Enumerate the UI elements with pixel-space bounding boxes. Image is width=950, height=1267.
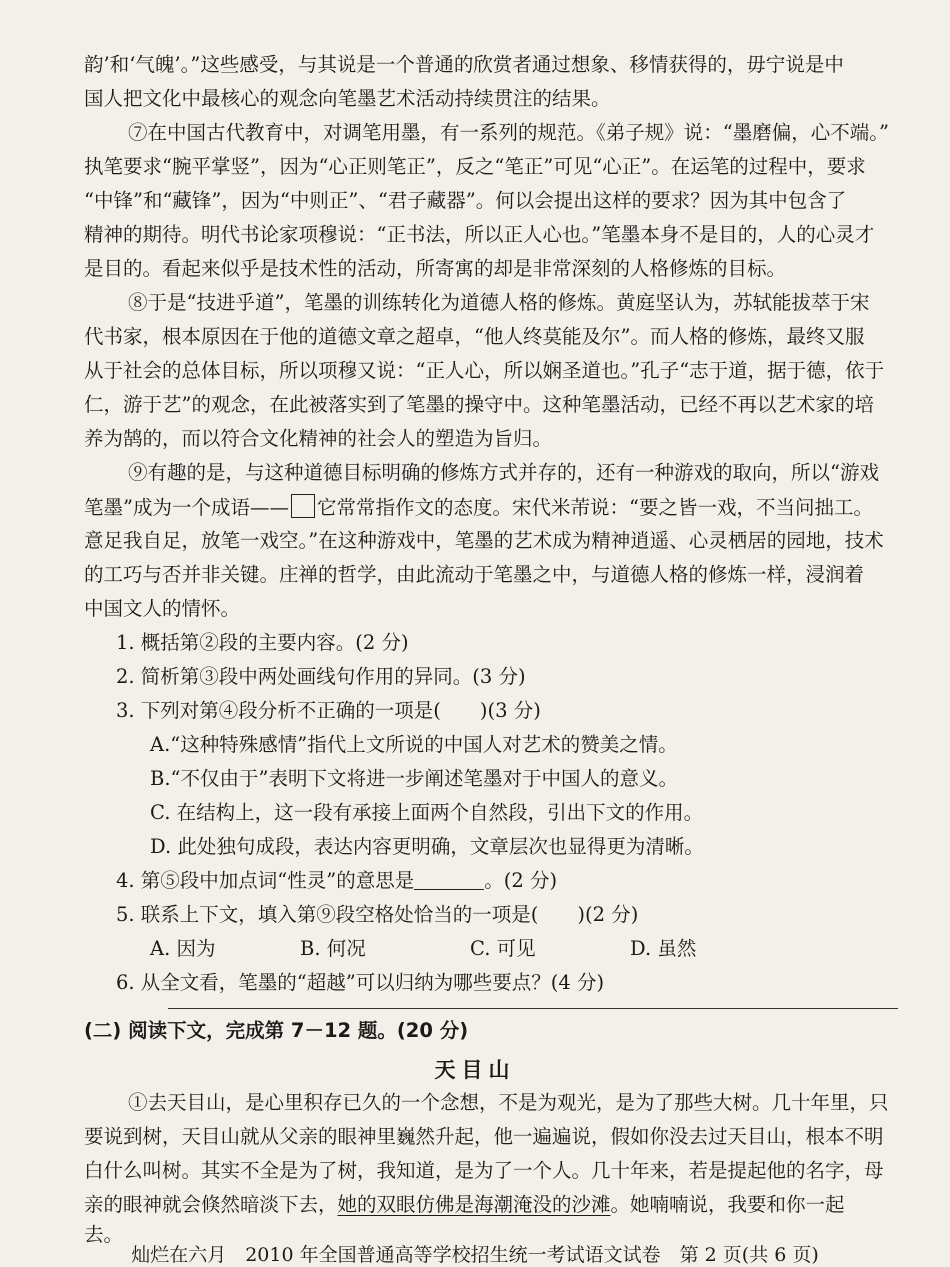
passage-line: ⑦在中国古代教育中，对调笔用墨，有一系列的规范。《弟子规》说：“墨磨偏，心不端。”	[128, 121, 889, 144]
passage-line: 执笔要求“腕平掌竖”，因为“心正则笔正”，反之“笔正”可见“心正”。在运笔的过程中，要求	[84, 155, 866, 178]
passage-line: 仁，游于艺”的观念，在此被落实到了笔墨的操守中。这种笔墨活动，已经不再以艺术家的培	[84, 393, 874, 416]
article-line: 要说到树，天目山就从父亲的眼神里巍然升起，他一遍遍说，假如你没去过天目山，根本不明	[84, 1125, 884, 1148]
passage-line: 韵’和‘气魄’。”这些感受，与其说是一个普通的欣赏者通过想象、移情获得的，毋宁说是中	[84, 53, 844, 76]
section-heading: (二) 阅读下文，完成第 7－12 题。(20 分)	[84, 1019, 469, 1042]
passage-line-part: 笔墨”成为一个成语——	[84, 496, 289, 519]
question-2: 2. 简析第③段中两处画线句作用的异同。(3 分)	[116, 665, 526, 688]
passage-line: 国人把文化中最核心的观念向笔墨艺术活动持续贯注的结果。	[84, 87, 611, 110]
passage-line: 中国文人的情怀。	[84, 597, 241, 620]
passage-line: 意足我自足，放笔一戏空。”在这种游戏中，笔墨的艺术成为精神逍遥、心灵栖居的园地，技术	[84, 529, 884, 552]
passage-line: 是目的。看起来似乎是技术性的活动，所寄寓的却是非常深刻的人格修炼的目标。	[84, 257, 787, 280]
passage-line-with-blank	[84, 494, 873, 521]
question-5: 5. 联系上下文，填入第⑨段空格处恰当的一项是( )(2 分)	[116, 903, 639, 926]
question-5-option-a: A. 因为	[150, 937, 216, 960]
passage-line: ⑨有趣的是，与这种道德目标明确的修炼方式并存的，还有一种游戏的取向，所以“游戏	[128, 461, 879, 484]
article-line: 白什么叫树。其实不全是为了树，我知道，是为了一个人。几十年来，若是提起他的名字，母	[84, 1159, 884, 1182]
answer-blank[interactable]	[414, 869, 484, 890]
passage-line: 从于社会的总体目标，所以项穆又说：“正人心，所以娴圣道也。”孔子“志于道，据于德，依于	[84, 359, 885, 382]
question-5-option-c: C. 可见	[470, 937, 536, 960]
passage-line: 代书家，根本原因在于他的道德文章之超卓，“他人终莫能及尔”。而人格的修炼，最终又服	[84, 325, 865, 348]
question-5-option-b: B. 何况	[300, 937, 366, 960]
page-footer: 灿烂在六月 2010 年全国普通高等学校招生统一考试语文试卷 第 2 页(共 6 页)	[131, 1244, 819, 1266]
question-3-option-c: C. 在结构上，这一段有承接上面两个自然段，引出下文的作用。	[150, 801, 704, 824]
passage-line-part: 它常常指作文的态度。宋代米芾说：“要之皆一戏，不当问拙工。	[316, 496, 873, 519]
article-line: 去。	[84, 1223, 124, 1246]
article-line: ①去天目山，是心里积存已久的一个念想，不是为观光，是为了那些大树。几十年里，只	[128, 1091, 889, 1114]
passage-line: 的工巧与否并非关键。庄禅的哲学，由此流动于笔墨之中，与道德人格的修炼一样，浸润着	[84, 563, 865, 586]
article-text: 。她喃喃说，我要和你一起	[610, 1193, 845, 1216]
answer-box[interactable]	[291, 494, 315, 518]
question-5-option-d: D. 虽然	[630, 937, 697, 960]
passage-line: ⑧于是“技进乎道”，笔墨的训练转化为道德人格的修炼。黄庭坚认为，苏轼能拔萃于宋	[128, 291, 870, 314]
passage-line: “中锋”和“藏锋”，因为“中则正”、“君子藏器”。何以会提出这样的要求？因为其中包含了	[84, 189, 847, 212]
section-divider	[168, 1008, 898, 1009]
question-3-option-b: B.“不仅由于”表明下文将进一步阐述笔墨对于中国人的意义。	[150, 767, 678, 790]
underlined-sentence: 她的双眼仿佛是海潮淹没的沙滩	[337, 1193, 611, 1216]
question-3-option-a: A.“这种特殊感情”指代上文所说的中国人对艺术的赞美之情。	[150, 733, 678, 756]
passage-line: 养为鹄的，而以符合文化精神的社会人的塑造为旨归。	[84, 427, 553, 450]
question-6: 6. 从全文看，笔墨的“超越”可以归纳为哪些要点？(4 分)	[116, 971, 605, 994]
question-4-score: 。(2 分)	[484, 869, 558, 892]
article-text: 亲的眼神就会倏然暗淡下去，	[84, 1193, 338, 1216]
article-line	[84, 1192, 845, 1218]
question-4-text: 4. 第⑤段中加点词“性灵”的意思是	[116, 869, 415, 892]
question-1: 1. 概括第②段的主要内容。(2 分)	[116, 631, 409, 654]
question-4	[116, 868, 557, 894]
question-3-option-d: D. 此处独句成段，表达内容更明确，文章层次也显得更为清晰。	[150, 835, 704, 858]
passage-line: 精神的期待。明代书论家项穆说：“正书法，所以正人心也。”笔墨本身不是目的，人的心灵才	[84, 223, 875, 246]
question-3: 3. 下列对第④段分析不正确的一项是( )(3 分)	[116, 699, 541, 722]
article-title: 天目山	[434, 1058, 516, 1082]
